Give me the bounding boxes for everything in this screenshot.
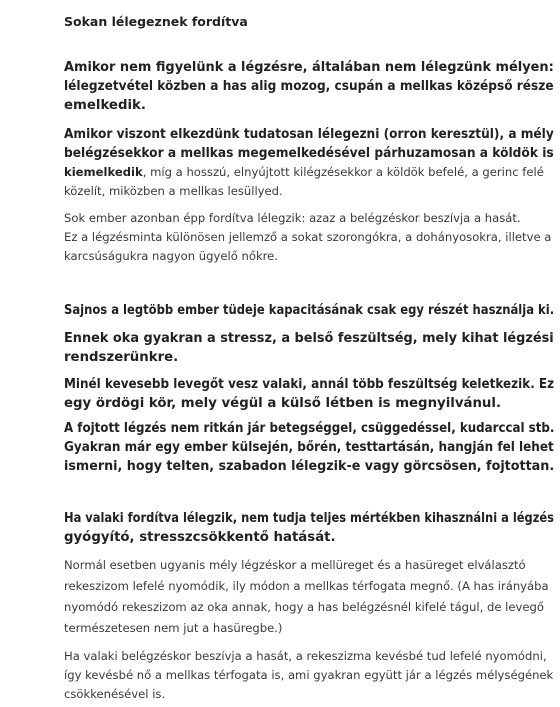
paragraph-1-line-3: emelkedik. [64, 98, 146, 113]
paragraph-7-line-3: ismerni, hogy telten, szabadon lélegzik-e vagy görcsösen, fojtottan. [64, 459, 555, 474]
paragraph-3-line-2: Ez a légzésminta különösen jellemző a sokat szorongókra, a dohányosokra, illetve a [64, 230, 552, 244]
article-title: Sokan lélegeznek fordítva [64, 14, 248, 29]
paragraph-2-line-1: Amikor viszont elkezdünk tudatosan lélegezni (orron keresztül), a mély [64, 127, 554, 142]
paragraph-6-line-2: egy ördögi kör, mely végül a külső létben is megnyilvánul. [64, 396, 502, 411]
paragraph-5-line-2: rendszerünkre. [64, 350, 179, 365]
paragraph-2-line-4: közelít, miközben a mellkas lesüllyed. [64, 184, 283, 198]
paragraph-3-line-3: karcsúságukra nagyon ügyelő nőkre. [64, 249, 278, 263]
paragraph-9-line-4: természetesen nem jut a hasüregbe.) [64, 621, 283, 635]
keyword-kiemelkedik: kiemelkedik [64, 165, 143, 179]
paragraph-10-line-1: Ha valaki belégzéskor beszívja a hasát, a rekeszizma kevésbé tud lefelé nyomódni, [64, 649, 547, 663]
paragraph-8-line-2: gyógyító, stresszcsökkentő hatását. [64, 530, 336, 545]
paragraph-4: Sajnos a legtöbb ember tüdeje kapacitásának csak egy részét használja ki. [64, 303, 555, 318]
paragraph-3-line-1: Sok ember azonban épp fordítva lélegzik: azaz a belégzéskor beszívja a hasát. [64, 211, 521, 225]
paragraph-2-line-2: belégzésekkor a mellkas megemelkedésével párhuzamosan a köldök is [64, 146, 554, 161]
paragraph-6-line-1: Minél kevesebb levegőt vesz valaki, annál több feszültség keletkezik. Ez [64, 377, 555, 392]
paragraph-9-line-2: rekeszizom lefelé nyomódik, ily módon a mellkas térfogata megnő. (A has irányába [64, 579, 549, 593]
paragraph-2-line-3-rest: , míg a hosszú, elnyújtott kilégzésekkor a köldök befelé, a gerinc felé [142, 165, 544, 179]
paragraph-2-line-3 [64, 163, 544, 182]
paragraph-1-line-2: lélegzetvétel közben a has alig mozog, csupán a mellkas középső része [64, 79, 554, 94]
paragraph-10-line-3: csökkenésével is. [64, 687, 166, 701]
paragraph-1-line-1: Amikor nem figyelünk a légzésre, általában nem lélegzünk mélyen: [64, 60, 554, 75]
paragraph-9-line-1: Normál esetben ugyanis mély légzéskor a mellüreget és a hasüreget elválasztó [64, 558, 526, 572]
paragraph-7-line-2: Gyakran már egy ember külsején, bőrén, testtartásán, hangján fel lehet [64, 440, 554, 455]
paragraph-5-line-1: Ennek oka gyakran a stressz, a belső feszültség, mely kihat légzési [64, 331, 554, 346]
paragraph-9-line-3: nyomódó rekeszizom az oka annak, hogy a has belégzésnél kifelé tágul, de levegő [64, 600, 544, 614]
paragraph-10-line-2: így kevésbé nő a mellkas térfogata is, ami gyakran együtt jár a légzés mélységének [64, 668, 554, 682]
paragraph-7-line-1: A fojtott légzés nem ritkán jár betegséggel, csüggedéssel, kudarccal stb. [64, 421, 555, 436]
paragraph-8-line-1: Ha valaki fordítva lélegzik, nem tudja teljes mértékben kihasználni a légzés [64, 511, 554, 526]
